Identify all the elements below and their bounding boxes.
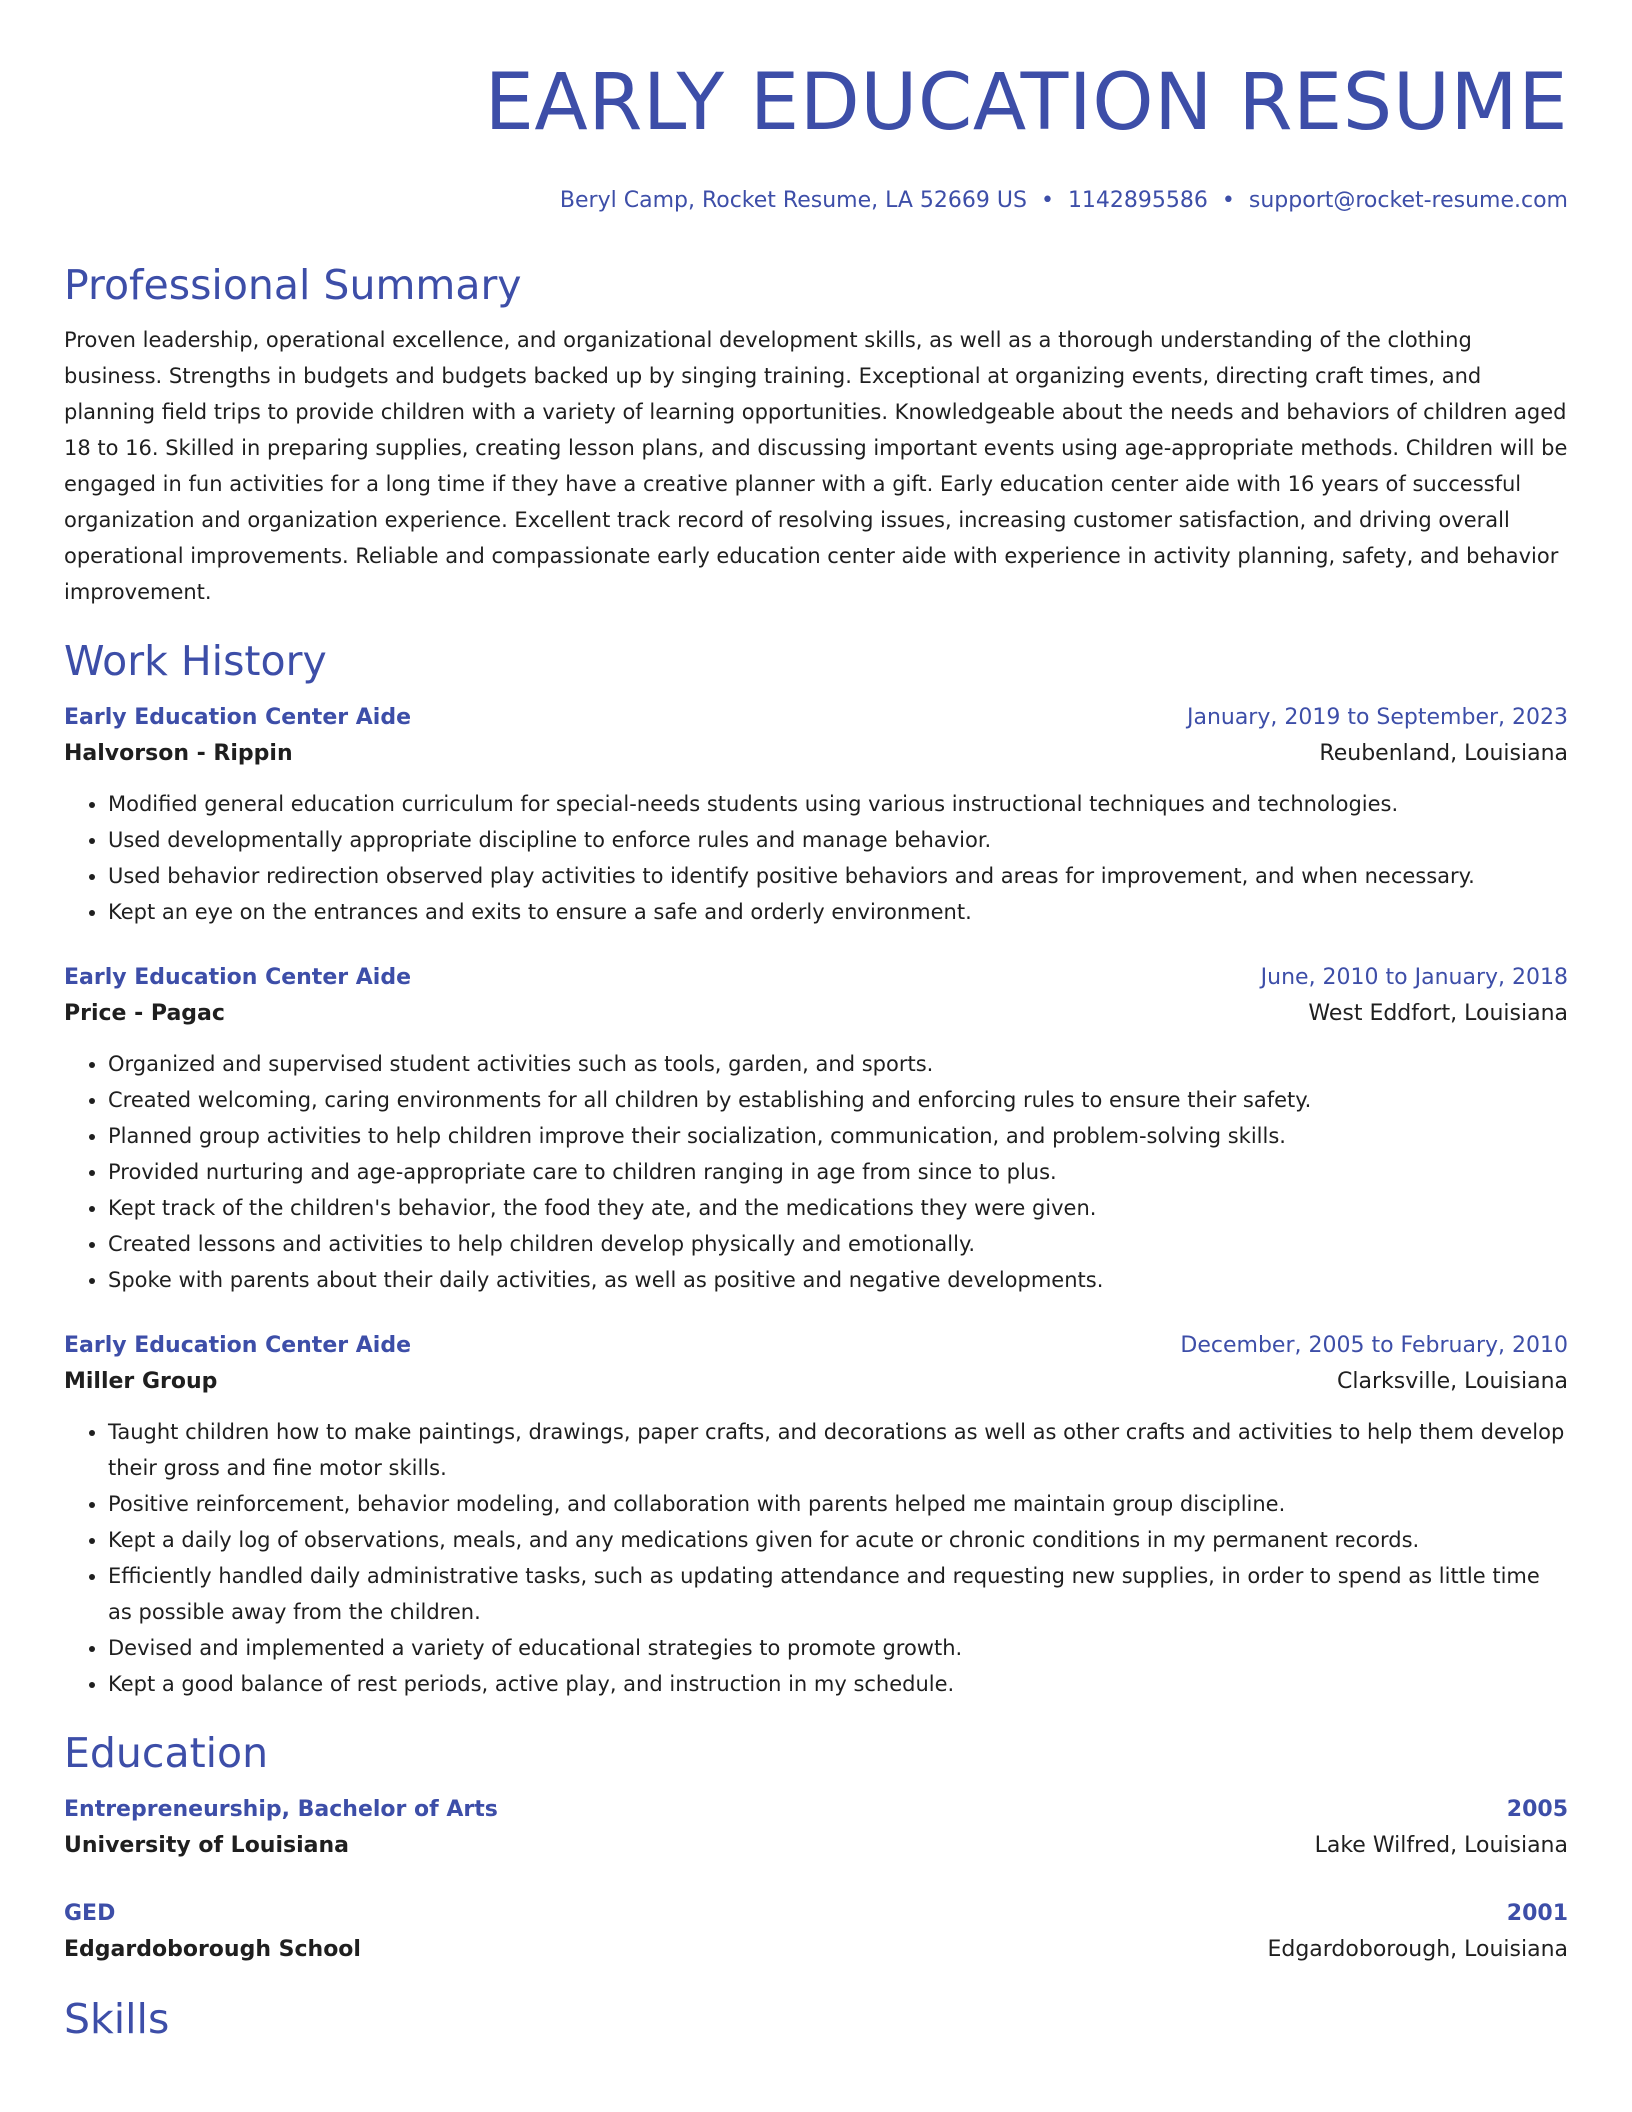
education-year: 2001	[1506, 1901, 1568, 1926]
job-bullet: • Created lessons and activities to help children develop physically and emotionally.	[108, 1226, 1568, 1262]
contact-phone: 1142895586	[1067, 188, 1208, 213]
summary-text: Proven leadership, operational excellence, and organizational development skills, as well as a thorough understanding of the clothing business. Strengths in budgets and budgets backed up by singing training. Exceptional at organizing events, directing craft times, and planning field trips to provide children with a variety of learning opportunities. Knowledgeable about the needs and behaviors of children aged 18 to 16. Skilled in preparing supplies, creating lesson plans, and discussing important events using age-appropriate methods. Children will be engaged in fun activities for a long time if they have a creative planner with a gift. Early education center aide with 16 years of successful organization and organization experience. Excellent track record of resolving issues, increasing customer satisfaction, and driving overall operational improvements. Reliable and compassionate early education center aide with experience in activity planning, safety, and behavior improvement.	[64, 328, 1568, 604]
job-dates: December, 2005 to February, 2010	[1180, 1333, 1568, 1358]
job-title: Early Education Center Aide	[64, 965, 411, 990]
summary-section	[64, 260, 1568, 610]
education-location: Edgardoborough, Louisiana	[1267, 1937, 1568, 1962]
job-title: Early Education Center Aide	[64, 705, 411, 730]
job-bullet: • Taught children how to make paintings, drawings, paper crafts, and decorations as well as other crafts and activities to help them develop their gross and fine motor skills.	[108, 1414, 1568, 1486]
contact-address: Beryl Camp, Rocket Resume, LA 52669 US	[559, 188, 1027, 213]
job-org-row	[64, 736, 1568, 772]
contact-separator: •	[1221, 188, 1235, 213]
job-bullets	[64, 1046, 1568, 1298]
job-bullet: • Provided nurturing and age-appropriate care to children ranging in age from since to plus.	[108, 1154, 1568, 1190]
education-entry	[64, 1792, 1568, 1864]
job-dates: January, 2019 to September, 2023	[1186, 705, 1568, 730]
job-entry	[64, 1328, 1568, 1702]
education-location: Lake Wilfred, Louisiana	[1314, 1833, 1568, 1858]
job-bullet: • Kept a good balance of rest periods, active play, and instruction in my schedule.	[108, 1666, 1568, 1702]
contact-line	[64, 186, 1568, 216]
education-entry	[64, 1896, 1568, 1968]
job-bullet: • Efficiently handled daily administrative tasks, such as updating attendance and requesting new supplies, in order to spend as little time as possible away from the children.	[108, 1558, 1568, 1630]
education-school: University of Louisiana	[64, 1833, 350, 1858]
education-degree-row	[64, 1896, 1568, 1932]
job-title: Early Education Center Aide	[64, 1333, 411, 1358]
job-role-row	[64, 700, 1568, 736]
job-bullet: • Created welcoming, caring environments for all children by establishing and enforcing rules to ensure their safety.	[108, 1082, 1568, 1118]
job-company: Price - Pagac	[64, 1001, 225, 1026]
work-history-heading: Work History	[64, 637, 327, 685]
job-company: Miller Group	[64, 1369, 218, 1394]
job-location: Clarksville, Louisiana	[1337, 1369, 1568, 1394]
work-history-section	[64, 636, 1568, 1702]
education-degree: Entrepreneurship, Bachelor of Arts	[64, 1797, 498, 1822]
job-org-row	[64, 1364, 1568, 1400]
education-section	[64, 1728, 1568, 1968]
contact-email: support@rocket-resume.com	[1248, 188, 1568, 213]
job-bullet: • Positive reinforcement, behavior modeling, and collaboration with parents helped me maintain group discipline.	[108, 1486, 1568, 1522]
skills-section	[64, 1994, 1568, 2044]
job-bullet: • Used behavior redirection observed play activities to identify positive behaviors and areas for improvement, and when necessary.	[108, 858, 1568, 894]
job-bullets	[64, 786, 1568, 930]
education-heading: Education	[64, 1729, 269, 1777]
job-role-row	[64, 1328, 1568, 1364]
education-degree-row	[64, 1792, 1568, 1828]
education-year: 2005	[1506, 1797, 1568, 1822]
job-bullet: • Kept a daily log of observations, meals, and any medications given for acute or chronic conditions in my permanent records.	[108, 1522, 1568, 1558]
education-school-row	[64, 1932, 1568, 1968]
job-bullet: • Spoke with parents about their daily activities, as well as positive and negative developments.	[108, 1262, 1568, 1298]
job-entry	[64, 960, 1568, 1298]
job-org-row	[64, 996, 1568, 1032]
job-location: Reubenland, Louisiana	[1319, 741, 1568, 766]
education-school-row	[64, 1828, 1568, 1864]
skills-heading: Skills	[64, 1995, 170, 2043]
job-company: Halvorson - Rippin	[64, 741, 293, 766]
job-dates: June, 2010 to January, 2018	[1260, 965, 1568, 990]
education-degree: GED	[64, 1901, 116, 1926]
job-location: West Eddfort, Louisiana	[1308, 1001, 1568, 1026]
job-role-row	[64, 960, 1568, 996]
education-school: Edgardoborough School	[64, 1937, 361, 1962]
resume-title: EARLY EDUCATION RESUME	[484, 58, 1568, 148]
job-bullet: • Kept an eye on the entrances and exits to ensure a safe and orderly environment.	[108, 894, 1568, 930]
job-bullet: • Devised and implemented a variety of educational strategies to promote growth.	[108, 1630, 1568, 1666]
job-bullet: • Kept track of the children's behavior, the food they ate, and the medications they were given.	[108, 1190, 1568, 1226]
job-bullet: • Used developmentally appropriate discipline to enforce rules and manage behavior.	[108, 822, 1568, 858]
job-bullet: • Organized and supervised student activities such as tools, garden, and sports.	[108, 1046, 1568, 1082]
job-bullets	[64, 1414, 1568, 1702]
summary-heading: Professional Summary	[64, 261, 522, 309]
contact-separator: •	[1040, 188, 1054, 213]
job-bullet: • Planned group activities to help children improve their socialization, communication, and problem-solving skills.	[108, 1118, 1568, 1154]
resume-page	[64, 0, 1568, 2044]
job-entry	[64, 700, 1568, 930]
job-bullet: • Modified general education curriculum for special-needs students using various instructional techniques and technologies.	[108, 786, 1568, 822]
